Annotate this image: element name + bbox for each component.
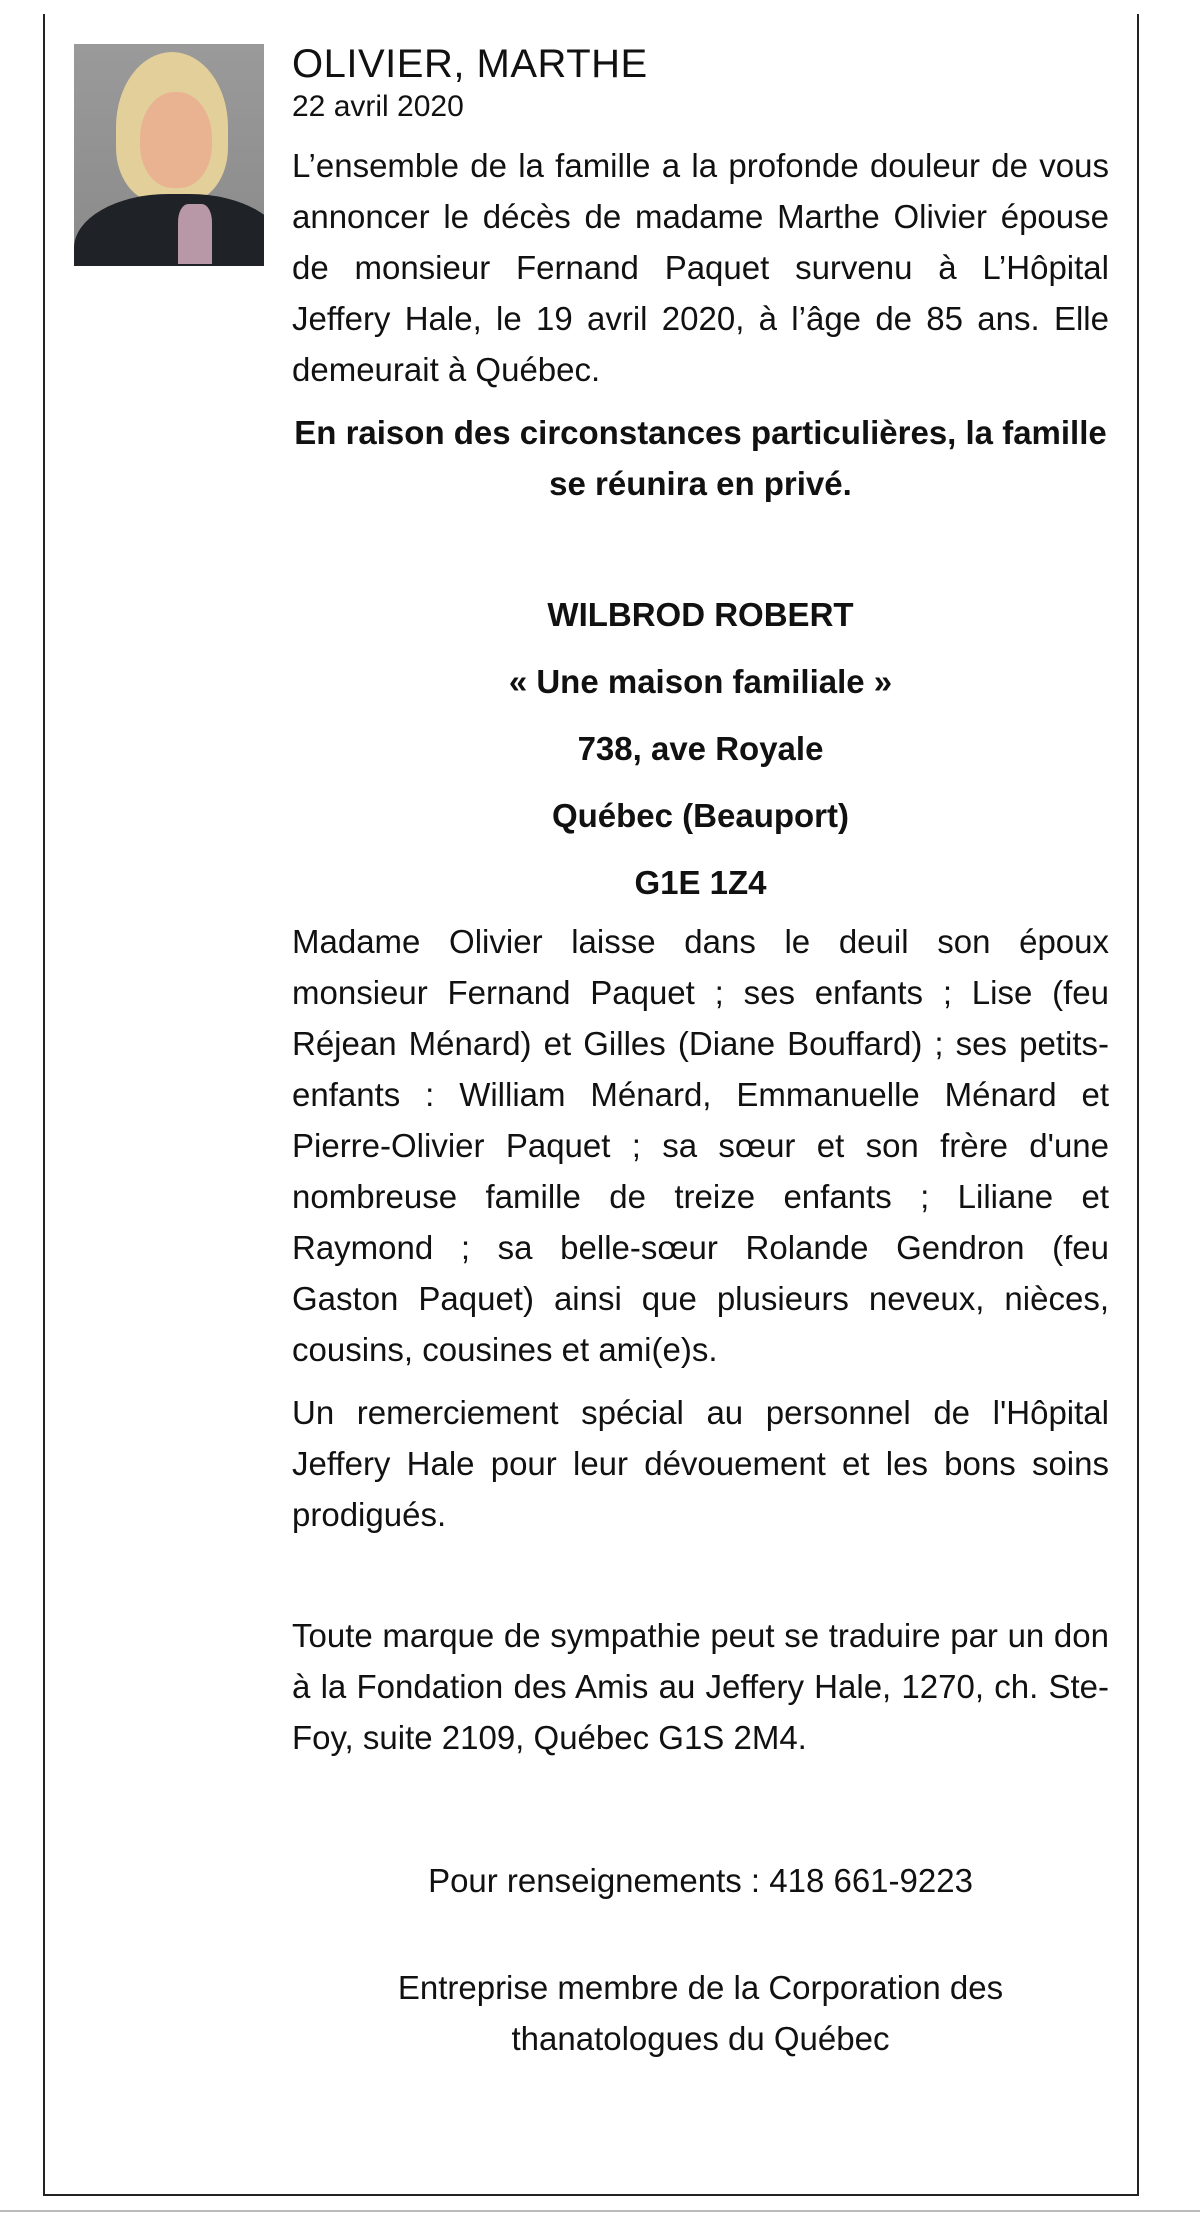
survivors-paragraph: Madame Olivier laisse dans le deuil son époux monsieur Fernand Paquet ; ses enfants ; Lise (feu Réjean Ménard) et Gilles (Diane Bouffard) ; ses petits-enfants : William Ménard, Emmanuelle Ménard et Pierre-Olivier Paquet ; sa sœur et son frère d'une nombreuse famille de treize enfants ; Liliane et Raymond ; sa belle-sœur Rolande Gendron (feu Gaston Paquet) ainsi que plusieurs neveux, nièces, cousins, cousines et ami(e)s. xyxy=(292,923,1109,1368)
funeral-home-tagline: « Une maison familiale » xyxy=(508,663,893,700)
frame-border-right xyxy=(1137,14,1139,2196)
intro-paragraph: L’ensemble de la famille a la profonde douleur de vous annoncer le décès de madame Marthe Olivier épouse de monsieur Fernand Paquet survenu à L’Hôpital Jeffery Hale, le 19 avril 2020, à l’âge de 85 ans. Elle demeurait à Québec. xyxy=(292,147,1109,388)
frame-border-bottom xyxy=(43,2194,1139,2196)
funeral-home-address xyxy=(292,581,1109,916)
info-phone: Pour renseignements : 418 661-9223 xyxy=(428,1862,973,1899)
funeral-home-street: 738, ave Royale xyxy=(577,730,824,767)
funeral-home-city: Québec (Beauport) xyxy=(551,797,850,834)
notice-date: 22 avril 2020 xyxy=(292,90,464,123)
frame-border-left xyxy=(43,14,45,2196)
funeral-home-name: WILBROD ROBERT xyxy=(547,596,854,633)
deceased-name: OLIVIER, MARTHE xyxy=(292,42,648,86)
deceased-portrait-photo xyxy=(74,44,264,266)
funeral-home-postal: G1E 1Z4 xyxy=(634,864,767,901)
membership-statement: Entreprise membre de la Corporation des thanatologues du Québec xyxy=(397,1969,1004,2057)
thanks-paragraph: Un remerciement spécial au personnel de l'Hôpital Jeffery Hale pour leur dévouement et les bons soins prodigués. xyxy=(292,1394,1109,1533)
page-edge-divider xyxy=(0,2210,1200,2212)
private-gathering-notice: En raison des circonstances particulières, la famille se réunira en privé. xyxy=(294,414,1107,502)
obituary-content xyxy=(292,40,1109,2064)
donations-paragraph: Toute marque de sympathie peut se traduire par un don à la Fondation des Amis au Jeffery Hale, 1270, ch. Ste-Foy, suite 2109, Québec G1S 2M4. xyxy=(292,1617,1109,1756)
